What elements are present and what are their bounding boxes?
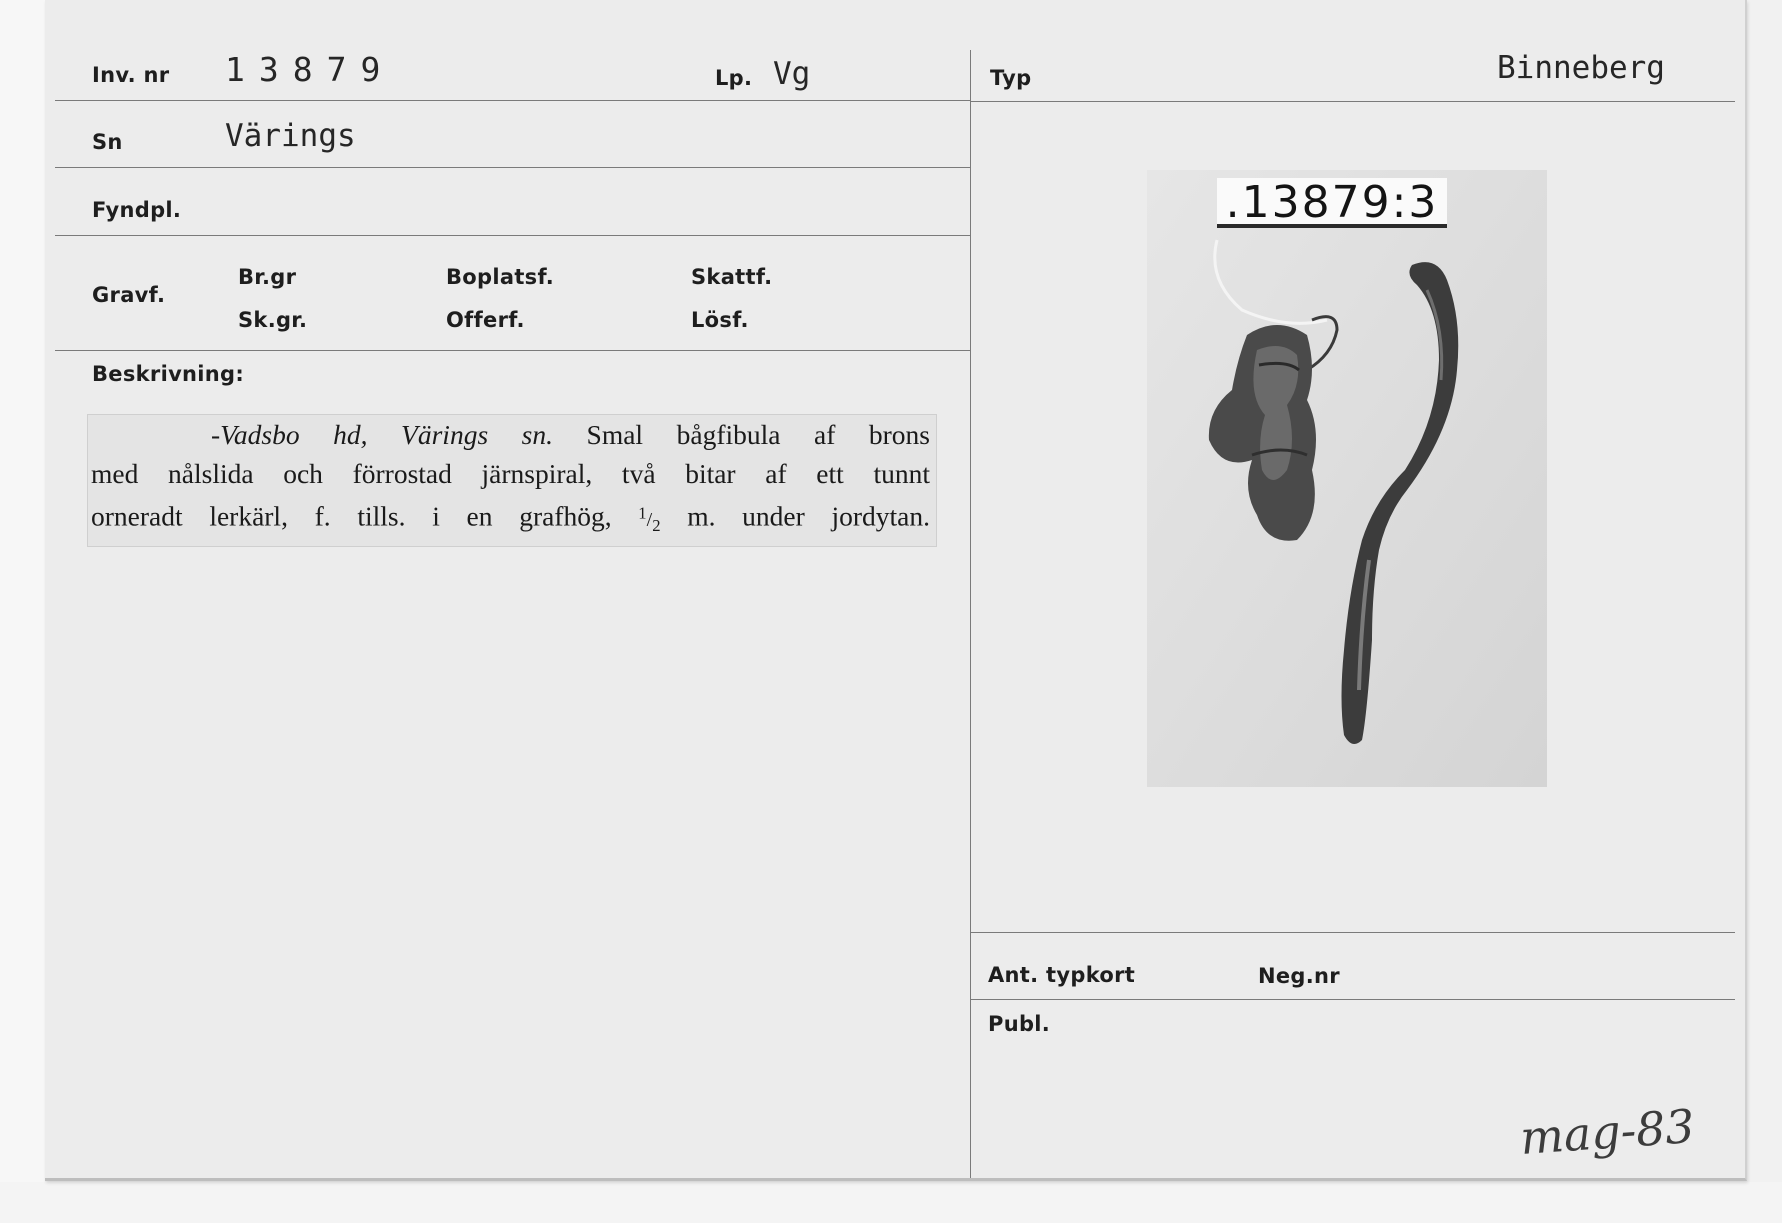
rule-fyndpl: [55, 235, 970, 236]
sn-label: Sn: [92, 130, 123, 154]
fraction-denominator: 2: [652, 515, 661, 535]
boplatsf-label: Boplatsf.: [446, 265, 555, 289]
neg-nr-label: Neg.nr: [1258, 964, 1340, 988]
description-place: Vadsbo hd, Värings sn.: [220, 419, 554, 450]
skattf-label: Skattf.: [691, 265, 773, 289]
description-slip: [87, 414, 937, 547]
typ-value: Binneberg: [1497, 50, 1665, 86]
rule-header-left: [55, 100, 970, 101]
description-line-2: med nålslida och förrostad järnspiral, två bitar af ett tunnt: [91, 458, 930, 489]
losf-label: Lösf.: [691, 308, 749, 332]
rule-publ: [970, 999, 1735, 1000]
description-line-3b: m. under jordytan.: [687, 500, 931, 532]
description-line-3: [91, 493, 930, 545]
description-dash: -: [211, 419, 221, 450]
scan-bottom: [0, 1182, 1782, 1223]
gravf-label: Gravf.: [92, 283, 166, 307]
rule-header-right: [970, 101, 1735, 102]
description-line-1: [91, 415, 930, 454]
rule-gravf: [55, 350, 970, 351]
beskrivning-label: Beskrivning:: [92, 362, 245, 386]
fraction-numerator: 1: [638, 503, 647, 522]
inv-nr-value: 13879: [225, 50, 395, 89]
fraction: $^1/_2$: [638, 503, 661, 535]
lp-label: Lp.: [715, 66, 753, 90]
inv-nr-label: Inv. nr: [92, 63, 170, 87]
artifact-illustration: [1147, 170, 1547, 787]
skgr-label: Sk.gr.: [238, 308, 308, 332]
rule-ant-typkort: [970, 932, 1735, 933]
brgr-label: Br.gr: [238, 265, 297, 289]
photo-label: .13879:3: [1217, 178, 1447, 228]
publ-label: Publ.: [988, 1012, 1051, 1036]
artifact-photo: [1147, 170, 1547, 787]
column-divider: [970, 50, 971, 1178]
description-line-3a: orneradt lerkärl, f. tills. i en grafhög,: [91, 500, 612, 532]
description-line-1-text: Smal bågfibula af brons: [586, 419, 930, 450]
handwritten-note: mag-83: [1518, 1098, 1697, 1166]
sn-value: Värings: [225, 118, 356, 154]
fyndpl-label: Fyndpl.: [92, 198, 182, 222]
typ-label: Typ: [990, 66, 1032, 90]
rule-sn: [55, 167, 970, 168]
offerf-label: Offerf.: [446, 308, 525, 332]
ant-typkort-label: Ant. typkort: [988, 963, 1136, 987]
scan-edge: [0, 0, 45, 1223]
lp-value: Vg: [773, 56, 811, 92]
